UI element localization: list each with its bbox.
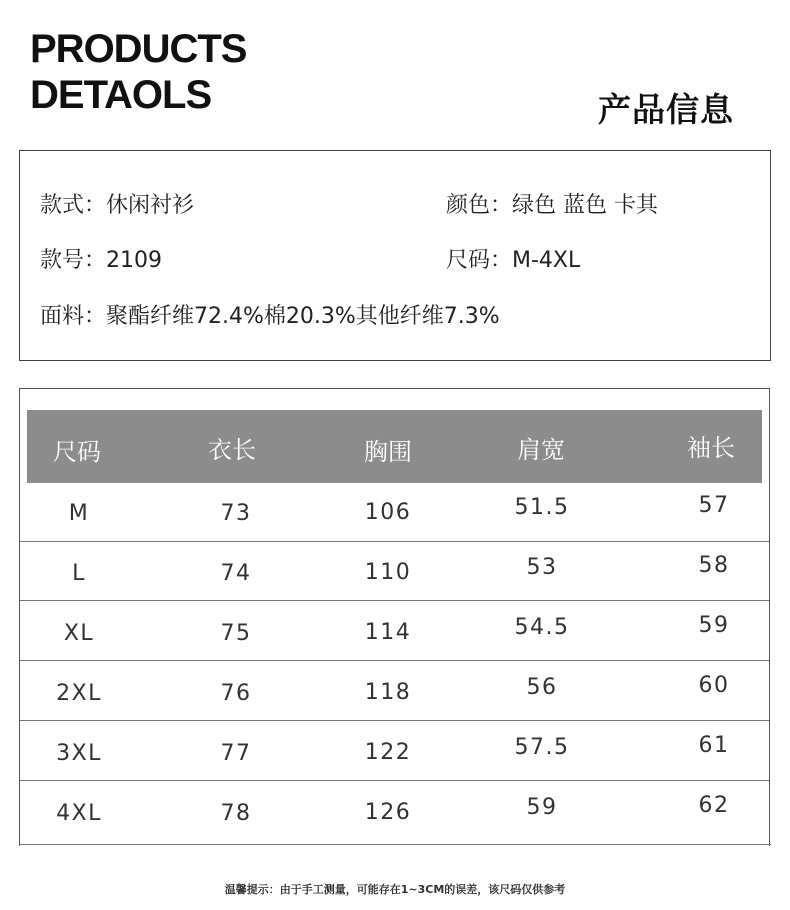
info-style: 款式：休闲衬衫 [40,193,195,218]
table-cell-shoulder: 59 [526,795,558,820]
table-cell-sleeve: 57 [698,493,730,518]
info-fabric: 面料：聚酯纤维72.4%棉20.3%其他纤维7.3% [40,304,500,329]
column-header-chest: 胸围 [364,438,412,466]
row-divider [20,720,769,721]
table-cell-chest: 126 [364,800,412,825]
table-cell-length: 78 [220,801,252,826]
table-cell-shoulder: 56 [526,675,558,700]
table-cell-sleeve: 61 [698,733,730,758]
table-cell-size: 2XL [56,681,102,706]
page-title-cn: 产品信息 [598,90,734,129]
table-cell-size: 4XL [56,801,102,826]
column-header-size: 尺码 [53,438,101,466]
row-divider [20,541,769,542]
table-cell-length: 73 [220,501,252,526]
table-cell-size: 3XL [56,741,102,766]
table-cell-length: 77 [220,741,252,766]
table-cell-sleeve: 62 [698,793,730,818]
table-cell-size: L [72,561,86,586]
table-bottom-border [19,844,771,845]
table-cell-length: 76 [220,681,252,706]
table-cell-sleeve: 58 [698,553,730,578]
table-cell-sleeve: 60 [698,673,730,698]
table-cell-shoulder: 54.5 [514,615,570,640]
column-header-shoulder: 肩宽 [517,436,565,464]
table-cell-chest: 106 [364,500,412,525]
table-cell-chest: 114 [364,620,412,645]
column-header-sleeve: 袖长 [687,434,735,462]
info-item-number: 款号：2109 [40,248,162,273]
row-divider [20,660,769,661]
table-cell-chest: 110 [364,560,412,585]
table-cell-size: M [68,501,90,526]
page-title-en [30,26,246,118]
info-color: 颜色：绿色 蓝色 卡其 [446,193,658,218]
table-cell-chest: 122 [364,740,412,765]
table-cell-length: 74 [220,561,252,586]
title-en-line1: PRODUCTS [30,27,247,71]
table-cell-length: 75 [220,621,252,646]
table-cell-shoulder: 51.5 [514,495,570,520]
row-divider [20,600,769,601]
info-size: 尺码：M-4XL [446,248,581,273]
table-cell-chest: 118 [364,680,412,705]
column-header-length: 衣长 [208,436,256,464]
table-cell-shoulder: 57.5 [514,735,570,760]
row-divider [20,780,769,781]
table-cell-size: XL [63,621,95,646]
measurement-footnote: 温馨提示：由于手工测量，可能存在1~3CM的误差，该尺码仅供参考 [224,883,566,896]
table-cell-sleeve: 59 [698,613,730,638]
table-cell-shoulder: 53 [526,555,558,580]
title-en-line2: DETAOLS [30,73,212,117]
